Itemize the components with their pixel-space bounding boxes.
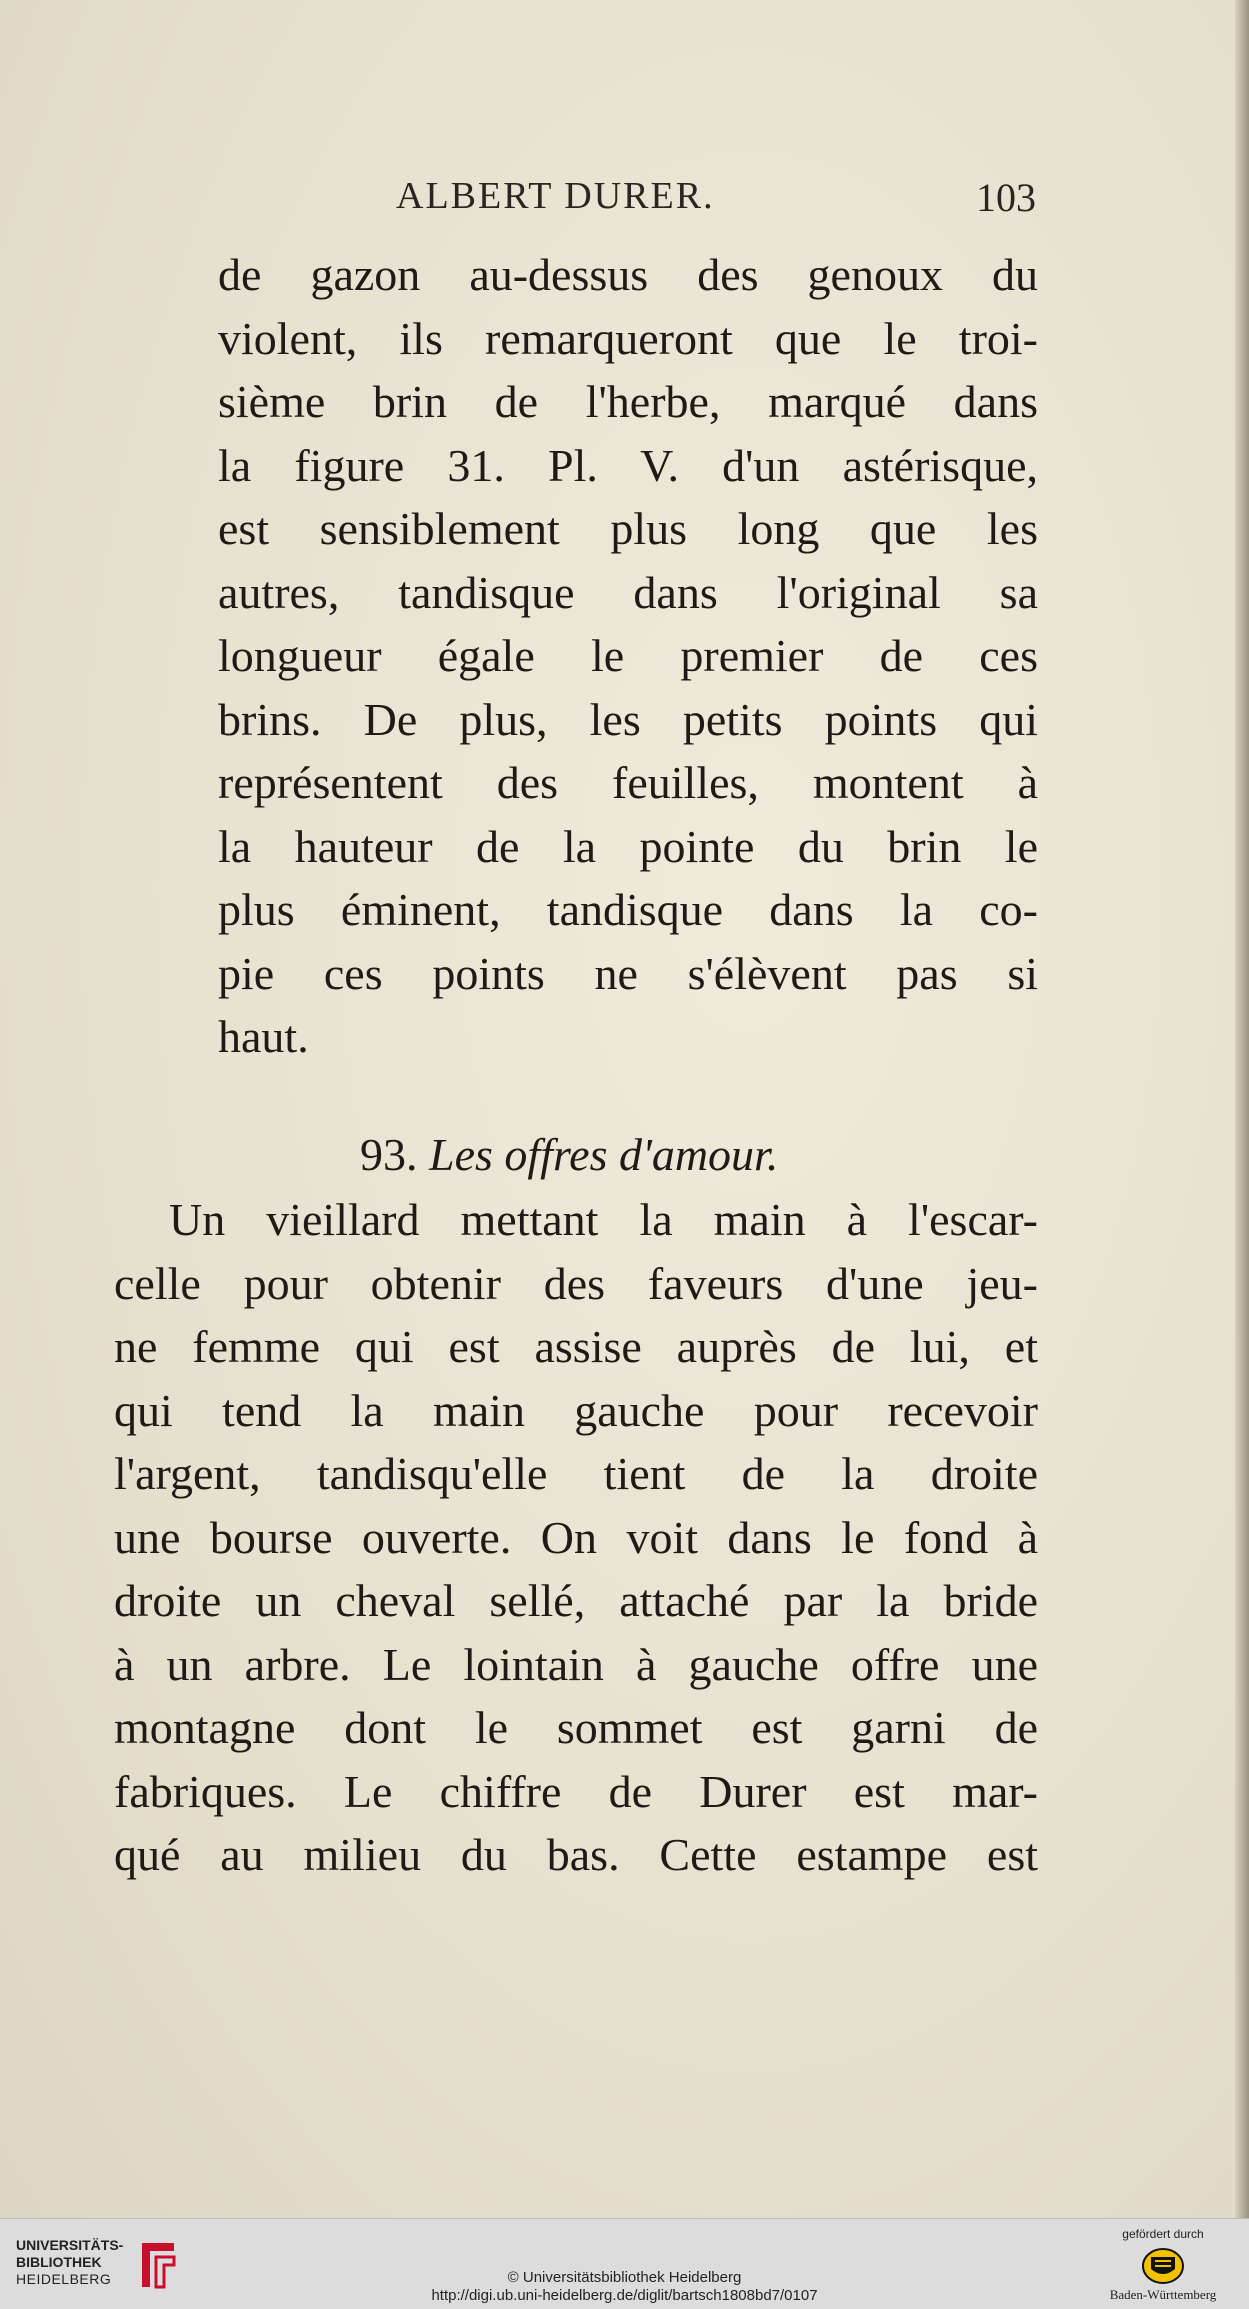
text-line: montagne dont le sommet est garni de (114, 1702, 1038, 1753)
text-line: à un arbre. Le lointain à gauche offre une (114, 1638, 1038, 1690)
copyright-notice (0, 2269, 1249, 2305)
funded-by-label: gefördert durch (1122, 2227, 1204, 2241)
page-number: 103 (976, 175, 1036, 220)
section-title: Les offres d'amour. (429, 1129, 779, 1180)
text-line: fabriques. Le chiffre de Durer est mar- (114, 1765, 1038, 1817)
page-edge (1235, 0, 1249, 2218)
text-line: qui tend la main gauche pour recevoir (114, 1384, 1038, 1436)
text-line: est sensiblement plus long que les (218, 503, 1038, 554)
state-coat-of-arms-icon (1141, 2245, 1185, 2285)
text-line: violent, ils remarqueront que le troi- (218, 312, 1038, 364)
text-line: la figure 31. Pl. V. d'un astérisque, (218, 439, 1038, 491)
entry-paragraph (114, 1188, 1038, 1887)
text-line: droite un cheval sellé, attaché par la bride (114, 1575, 1038, 1626)
text-line: autres, tandisque dans l'original sa (218, 566, 1038, 618)
text-line: représentent des feuilles, montent à (218, 757, 1038, 808)
funder-name: Baden-Württemberg (1109, 2287, 1217, 2302)
text-line: Un vieillard mettant la main à l'escar- (169, 1194, 1038, 1245)
copyright-text: © Universitätsbibliothek Heidelberg (507, 2269, 742, 2286)
section-number: 93. (360, 1129, 418, 1180)
funder-credit[interactable] (1093, 2227, 1233, 2303)
text-line: longueur égale le premier de ces (218, 630, 1038, 681)
permalink[interactable]: http://digi.ub.uni-heidelberg.de/diglit/bartsch1808bd7/0107 (431, 2287, 818, 2304)
text-line: de gazon au-dessus des genoux du (218, 249, 1038, 300)
library-name-line: UNIVERSITÄTS- (16, 2237, 124, 2253)
running-title: ALBERT DURER. (396, 175, 715, 217)
library-name-line: BIBLIOTHEK (16, 2254, 102, 2270)
text-line: celle pour obtenir des faveurs d'une jeu- (114, 1257, 1038, 1309)
text-line: qué au milieu du bas. Cette estampe est (114, 1829, 1038, 1880)
running-head (396, 174, 1036, 234)
text-line: une bourse ouverte. On voit dans le fond à (114, 1511, 1038, 1563)
text-line: ne femme qui est assise auprès de lui, et (114, 1321, 1038, 1372)
section-heading (360, 1128, 778, 1181)
viewer-footer (0, 2218, 1249, 2309)
text-line: haut. (218, 1011, 309, 1062)
text-line: l'argent, tandisqu'elle tient de la droite (114, 1448, 1038, 1499)
text-line: sième brin de l'herbe, marqué dans (218, 376, 1038, 427)
paragraph-continued (218, 243, 1038, 1069)
text-line: plus éminent, tandisque dans la co- (218, 884, 1038, 935)
text-line: la hauteur de la pointe du brin le (218, 820, 1038, 872)
library-name-line: HEIDELBERG (16, 2271, 112, 2287)
text-line: pie ces points ne s'élèvent pas si (218, 947, 1038, 999)
text-line: brins. De plus, les petits points qui (218, 693, 1038, 745)
